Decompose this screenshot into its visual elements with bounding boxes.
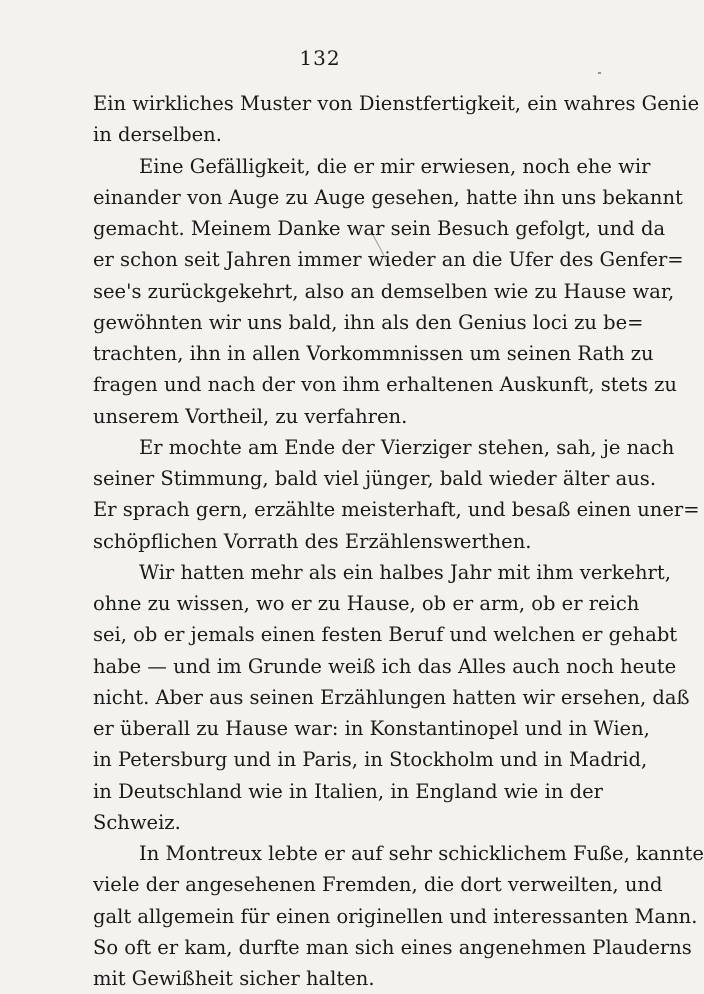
paragraph: [93, 151, 684, 432]
text-line: galt allgemein für einen originellen und interessanten Mann.: [93, 904, 698, 928]
text-line: er überall zu Hause war: in Konstantinopel und in Wien,: [93, 717, 650, 740]
text-line: gemacht. Meinem Danke war sein Besuch gefolgt, und da: [93, 217, 666, 240]
text-line: viele der angesehenen Fremden, die dort verweilten, und: [93, 873, 663, 897]
text-line: Er mochte am Ende der Vierziger stehen, sah, je nach: [139, 435, 675, 459]
text-line: Wir hatten mehr als ein halbes Jahr mit ihm verkehrt,: [139, 560, 671, 584]
body-text: [93, 88, 704, 994]
text-line: nicht. Aber aus seinen Erzählungen hatten wir ersehen, daß: [93, 685, 690, 709]
text-line: Ein wirkliches Muster von Dienstfertigkeit, ein wahres Genie: [93, 92, 700, 115]
text-line: trachten, ihn in allen Vorkommnissen um seinen Rath zu: [93, 342, 654, 365]
text-line: Eine Gefälligkeit, die er mir erwiesen, noch ehe wir: [139, 154, 651, 178]
text-line: unserem Vortheil, zu verfahren.: [93, 404, 408, 428]
text-line: schöpflichen Vorrath des Erzählenswerthen.: [93, 529, 532, 553]
text-line: mit Gewißheit sicher halten.: [93, 967, 375, 990]
page-number: 132: [299, 46, 341, 70]
text-line: in derselben.: [93, 123, 222, 147]
print-speck: [598, 72, 601, 74]
text-line: seiner Stimmung, bald viel jünger, bald wieder älter aus.: [93, 467, 657, 490]
text-line: einander von Auge zu Auge gesehen, hatte ihn uns bekannt: [93, 185, 683, 209]
text-line: see's zurückgekehrt, also an demselben wie zu Hause war,: [93, 279, 675, 303]
text-line: So oft er kam, durfte man sich eines angenehmen Plauderns: [93, 935, 692, 959]
text-line: sei, ob er jemals einen festen Beruf und welchen er gehabt: [93, 623, 678, 647]
text-line: Schweiz.: [93, 810, 181, 834]
text-line: gewöhnten wir uns bald, ihn als den Genius loci zu be=: [93, 310, 644, 334]
text-line: er schon seit Jahren immer wieder an die Ufer des Genfer=: [93, 248, 684, 272]
paragraph: [93, 88, 700, 151]
text-line: in Deutschland wie in Italien, in England wie in der: [93, 779, 603, 803]
text-line: In Montreux lebte er auf sehr schicklichem Fuße, kannte: [139, 842, 704, 865]
paragraph: [93, 432, 700, 557]
text-line: Er sprach gern, erzählte meisterhaft, und besaß einen uner=: [93, 498, 700, 522]
paragraph: [93, 557, 690, 838]
text-line: fragen und nach der von ihm erhaltenen Auskunft, stets zu: [93, 373, 677, 397]
paragraph: [93, 838, 704, 994]
text-line: habe — und im Grunde weiß ich das Alles auch noch heute: [93, 654, 677, 678]
text-line: ohne zu wissen, wo er zu Hause, ob er arm, ob er reich: [93, 592, 640, 615]
text-line: in Petersburg und in Paris, in Stockholm und in Madrid,: [93, 748, 648, 772]
